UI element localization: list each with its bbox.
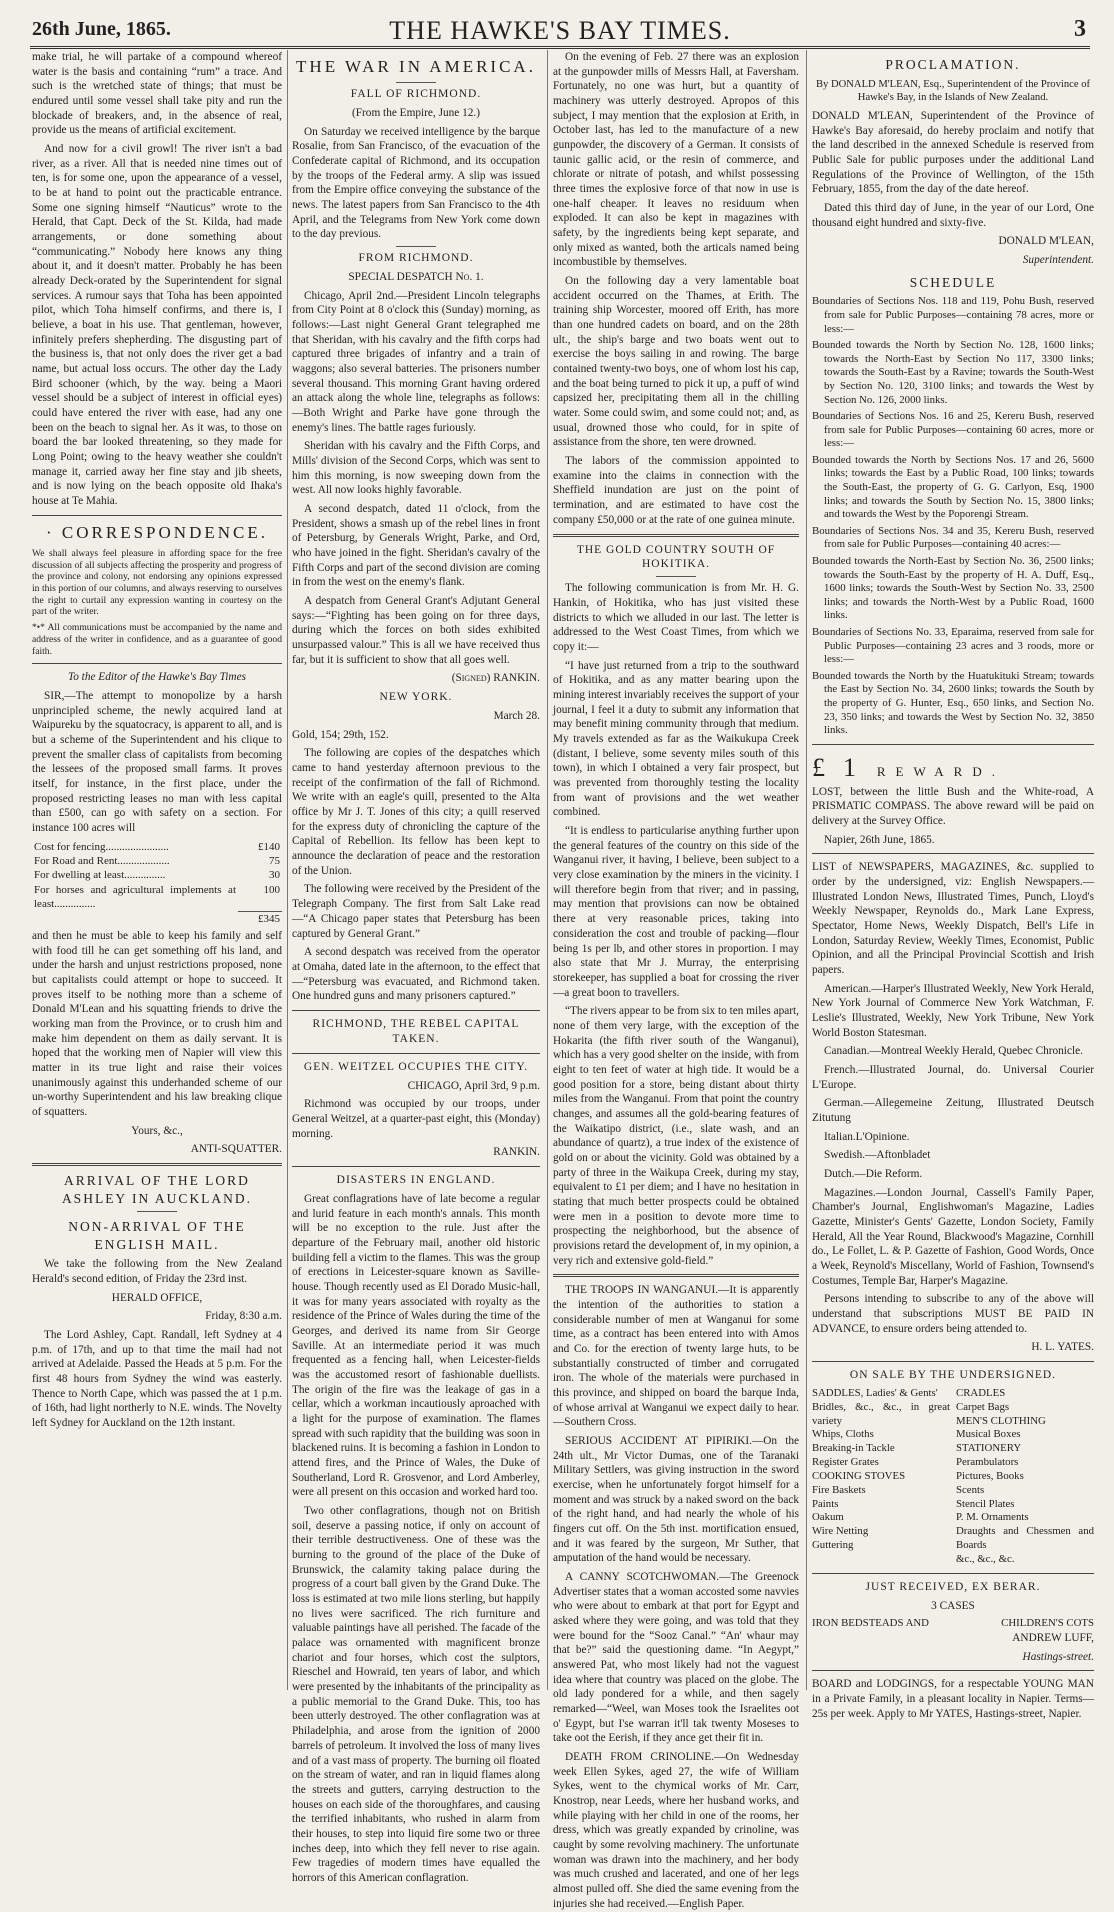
column-4 [812, 50, 1094, 1720]
article-paragraph: Sheridan with his cavalry and the Fifth Corps, and Mills' division of the Second Corps, which was sent to him this morning, is now sweeping down from the west. All now looks highly favorable. [292, 440, 540, 497]
column-rule [547, 50, 548, 1690]
cost-row [32, 854, 282, 868]
article-paragraph: On the following day a very lamentable boat accident occurred on the Thames, at Erith. The training ship Worcester, moored off Erith, has more than one hundred cadets on board, and on the 28th ult., the ship's barge and two boats went out to exercise the boys sailing in and rowing. The barge contained twenty-two boys, one of whom lost his cap, and the boat being turned to pick it up, a puff of wind capsized her, precipitating them all in the chilling water. Some could swim, and some could not; and, as usual, drowned those who could, for in spite of assistance from the shore, ten were drowned. [553, 275, 799, 449]
letter-paragraph: and then he must be able to keep his family and self with food till he can get something off his land, and under the harsh and unjust restrictions proposed, none but capitalists could attempt or hope to succeed. It proves itself to be nothing more than a scheme of Donald M'Lean and his squatting friends to drive the working man from the Province, or to crush him and make him dependent on them as daily servant. It is hoped that the working men of Napier will view this matter in its true light and raise their voices unanimously against this underhanded scheme of our un-worthy Superintendent and his law breaking clique of squatters. [32, 929, 282, 1118]
disasters-heading: DISASTERS IN ENGLAND. [336, 1174, 496, 1187]
editorial-notice-2: *•* All communications must be accompanied by the name and address of the writer in confidence, and as a guarantee of good faith. [32, 622, 282, 657]
luff-name: ANDREW LUFF, [1012, 1631, 1094, 1644]
letter-paragraph: And now for a civil growl! The river isn't a bad river, as a river. All that is needed nine times out of ten, is for some one, upon the appearance of a vessel, to be at hand to point out the practicable entrance. Some one signing himself “Nauticus” wrote to the Herald, that Capt. Deck of the St. Kilda, had made arrangements, or done something about “communicating.” Nobody here knows any thing about it, and it doesn't matter. Probably he has been already Deck-orated by the Superintendent for signal services. A rumour says that Toha has been appointed pilot, which Toha himself confirms, and there is, I believe, a boat in his use. That gentleman, however, infinitely prefers shepherding. The disgusting part of the business is, that not only does the river get a bad name, but actual loss occurs. The other day the Lady Bird schooner (which, by the way. being a Maori vessel should be a subject of interest in official eyes) could have entered the river with ease, had any one been on the beach to signal her. As it was, to those on board the bar looked threatening, so they made for Long Point; owing to the heavy weather she couldn't manage it, carried away her fine stay and jib sheets, and is now lying on the beach opposite old Ihaka's house at Te Mahia. [32, 143, 282, 508]
signed-line: RANKIN. [493, 1146, 540, 1159]
gold-price: Gold, 154; 29th, 152. [292, 728, 389, 741]
sale-list-left [812, 1387, 950, 1567]
schedule-list [812, 295, 1094, 737]
news-item: A CANNY SCOTCHWOMAN.—The Greenock Advertiser states that a woman accosted some navvies who were about to embark at that port for Egypt and asked where they were going, and was told that they were bound for the “Sooz Canal.” “An' whaur may that be?” said the questioning dame. “In Aegypt,” answered Pat, who most likely had not the vaguest idea where that country was placed on the globe. The old lady pondered for a while, and then sagely remarked—“Weel, wan Moses took the Israelites oot o' Egypt, but I'se warran it'll tak twenty Moseses to take oot the Eerish, if they ance get their fit in. [553, 1571, 799, 1745]
newspaper-list-item: Persons intending to subscribe to any of the above will understand that subscriptions MUST BE PAID IN ADVANCE, to ensure orders being attended to. [812, 1293, 1094, 1335]
divider [812, 1573, 1094, 1574]
cost-value: 75 [269, 854, 280, 867]
divider [32, 515, 282, 516]
war-heading: THE WAR IN AMERICA. [296, 57, 536, 76]
sale-item: Bridles, &c., &c., in great variety [812, 1400, 950, 1427]
divider [812, 853, 1094, 854]
article-paragraph: “It is endless to particularise anything further upon the general features of the country on this side of the Wanganui river, it having, I believe, been subject to a very close examination by the miners in the vicinity. I will therefore begin from that river; and in passing, may mention that provisions can now be obtained there at very reasonable prices, taking into consideration the cost and trouble of packing—flour being 1s per lb, and other stores in proportion. I may also state that Mr J. Murray, the enterprising storekeeper, has supplied a boat for crossing the river—a great boon to travellers. [553, 825, 799, 999]
divider [812, 1670, 1094, 1671]
newspaper-list-item: American.—Harper's Illustrated Weekly, New York Herald, New York Journal of Commerce New York Watchman, F. Leslie's Illustrated, Weekly, New York Tribune, New York World Boston Statesman. [812, 982, 1094, 1039]
cost-item: For Road and Rent................... [34, 854, 170, 867]
article-paragraph: “The rivers appear to be from six to ten miles apart, none of them very large, with the exception of the Hokarita (the fifth river south of the Wanganui), which has a very good shelter on the inside, with from eight to ten feet of water at high tide. It would be a good position for a store, being distant about thirty miles from the Wanganui. From that point the country changes, and assumes all the gold-bearing features of the Waikatipo district, (i.e., slate wash, and an abundance of quartz), a true index of the existence of gold on or about the vicinity. Gold was obtained by a party of three in the Waikupa Creek, during my stay, equivalent to £1 per diem; and I have no hesitation in stating that much better prospects could be obtained were men in a position to devote more time to prospecting the neighborhood, but the absence of provisions retard the development of, in my opinion, a very rich and extensive gold-field.” [553, 1005, 799, 1267]
divider [292, 1053, 540, 1054]
article-paragraph: On Saturday we received intelligence by the barque Rosalie, from San Francisco, of the evacuation of the Confederate capital of Richmond, and its occupation by the troops of the Federal army. A slip was issued from the Empire office conveying the substance of the news. The latest papers from San Francisco to the 4th April, and the Telegrams from New York come down to the day previous. [292, 125, 540, 241]
divider [396, 246, 436, 247]
reward-text: LOST, between the little Bush and the White-road, A PRISMATIC COMPASS. The above reward will be paid on delivery at the Survey Office. [812, 785, 1094, 827]
news-item: SERIOUS ACCIDENT AT PIPIRIKI.—On the 24th ult., Mr Victor Dumas, one of the Taranaki Military Settlers, was giving instruction in the sword exercise, when he unfortunately forgot himself for a moment and was struck by a naked sword on the back of the right hand, and had nearly the whole of his fingers cut off. On the 5th inst. mortification ensued, and it was feared by the surgeon, Mr Suther, that amputation of the hand would be necessary. [553, 1435, 799, 1565]
divider [812, 744, 1094, 745]
sale-item: STATIONERY [956, 1442, 1022, 1455]
board-lodging-ad: BOARD and LODGINGS, for a respectable YOUNG MAN in a Private Family, in a pleasant locality in Napier. Terms—25s per week. Apply to Mr YATES, Hastings-street, Napier. [812, 1678, 1094, 1720]
divider [812, 1361, 1094, 1362]
cost-row [32, 868, 282, 882]
sale-item: Draughts and Chessmen and Boards [956, 1525, 1094, 1551]
page-number: 3 [1074, 16, 1086, 42]
iron-left: IRON BEDSTEADS AND [812, 1617, 929, 1630]
proclamation-signature: DONALD M'LEAN, [998, 235, 1094, 248]
article-paragraph: Two other conflagrations, though not on British soil, deserve a passing notice, if only on account of their terrible destructiveness. One of these was the burning to the ground of the place of the Duke of Brunswick, the calamity taking palace during the progress of a court ball given by the Grand Duke. The loss is estimated at two mile lions sterling, but happily no lives were sacrificed. The rich furniture and valuable paintings have all perished. The facade of the palace was ornamented with magnificent bronze chariot and four horses, which cost the sulptors, Rieschel and Howraid, ten years of labor, and which were presented by the inhabitants of the principality as a public memorial to the Grand Duke. This, too has been utterly destroyed. The other conflagration was at Philadelphia, and arose from the ignition of 2000 barrels of petroleum. It involved the loss of many lives and of a vast mass of property. The burning oil floated on the stream of water, and ran in liquid flames along the streets and gutters, carrying destruction to the houses on each side of the thoroughfares, and causing the terrified inhabitants, who rushed in alarm from their houses, to step into liquid fire some two or three inches deep, into which they fell never to rise again. Few tragedies of modern times have equalled the horrors of this American conflagration. [292, 1505, 540, 1884]
sale-item: Register Grates [812, 1456, 879, 1469]
iron-line [812, 1617, 1094, 1631]
sale-item: Whips, Cloths [812, 1428, 874, 1441]
sale-item: Musical Boxes [956, 1428, 1021, 1441]
sale-item: SADDLES, Ladies' & Gents' [812, 1387, 938, 1399]
signed-line: (Signed) RANKIN. [451, 672, 540, 685]
article-paragraph: Chicago, April 2nd.—President Lincoln telegraphs from City Point at 8 o'clock this (Sunday) morning, as follows:—Last night General Grant telegraphed me that Sheridan, with his cavalry and the fifth corps had captured three brigades of infantry and a train of waggons; also several batteries. The prisoners number several thousand. This morning Grant having ordered an attack along the whole line, telegraphs as follows:—Both Wright and Parke have gone through the enemy's lines. The battle rages furiously. [292, 289, 540, 434]
newspaper-list: LIST of NEWSPAPERS, MAGAZINES, &c. supplied to order by the undersigned, viz: English Newspapers.—Illustrated London News, Illustrated Times, Punch, Lloyd's Weekly Newspaper, Reynolds do., Mark Lane Express, Spectator, Home News, Weekly Dispatch, Bell's Life in London, Saturday Review, Weekly Times, Economist, Public Opinion, and all the Principal Provincial Scottish and Irish papers. [812, 861, 1094, 976]
newspaper-list-item: Swedish.—Aftonbladet [824, 1149, 931, 1162]
sale-item: P. M. Ornaments [956, 1511, 1029, 1524]
reward-word: REWARD. [876, 763, 1005, 779]
article-paragraph: Great conflagrations have of late become a regular and lurid feature in each month's annals. This month will be no exception to the rule. Just after the departure of the February mail, another old historic building fell a victim to the flames. This was the group of erections in Leicester-square known as Saville-house. Though recently used as El Dorado Music-hall, it was for many years associated with royalty as the residence of the Prince of Wales during the time of the Georges, and derived its name from Sir George Saville. At an intermediate period it was much frequented as a fencing hall, when Leicester-fields was the accustomed resort of fashionable duellists. The origin of the fire was the leakage of gas in a cellar, which a workman incautiously aproached with a light for the purpose of examination. The flames spread with such rapidity that the building was soon in blackened ruins. It is becoming a fashion in London to attend fires, and the Prince of Wales, the Duke of Southerland, Lord R. Grosvenor, and Lord Amberley, were all present on this occasion and worked hard too. [292, 1192, 540, 1499]
yates-signature: H. L. YATES. [1031, 1341, 1094, 1354]
sale-item: Guttering [812, 1538, 854, 1551]
schedule-item: Bounded towards the North by Sections Nos. 17 and 26, 5600 links; towards the East by a Public Road, 100 links; towards the South-East, the property of G. G. Carlyon, Esq, 1900 links; and towards the South by Section No. 15, 3800 links; and towards the West by the Poporengi Stream. [812, 453, 1094, 521]
just-received-heading: JUST RECEIVED, EX BERAR. [865, 1580, 1041, 1593]
article-paragraph: The following are copies of the despatches which came to hand yesterday afternoon previous to the receipt of the confirmation of the fall of Richmond. We write with an eagle's quill, presented to the Alta office by Mr J. T. Jones of this city; a quill reserved for the express duty of chronicling the capture of the Capital of Rebellion. Its fellow has been kept to announce the declaration of peace and the restoration of the Union. [292, 747, 540, 877]
arrival-intro: We take the following from the New Zealand Herald's second edition, of Friday the 23rd inst. [32, 1258, 282, 1285]
cost-row [32, 840, 282, 854]
article-paragraph: A second despatch, dated 11 o'clock, from the President, shows a smash up of the rebel lines in front of Petersburg, by Generals Wright, Parke, and Ord, who have joined in the fight. Sheridan's cavalry of the Fifth Corps and part of the second division are coming in from the west on the enemy's flank. [292, 503, 540, 589]
sale-item: Stencil Plates [956, 1497, 1015, 1510]
newspaper-list-item: French.—Illustrated Journal, do. Universal Courier L'Europe. [812, 1063, 1094, 1091]
newspaper-list-item: Dutch.—Die Reform. [824, 1168, 923, 1180]
newspaper-list-item: Canadian.—Montreal Weekly Herald, Quebec Chronicle. [824, 1045, 1083, 1058]
cost-table [32, 840, 282, 926]
article-paragraph: The following were received by the President of the Telegraph Company. The first from Salt Lake read—“A Chicago paper states that Petersburg has been captured by General Grant.” [292, 883, 540, 940]
sale-item: Carpet Bags [956, 1400, 1010, 1413]
sale-item: Scents [956, 1483, 985, 1496]
sale-item: Fire Baskets [812, 1483, 866, 1496]
news-item: THE TROOPS IN WANGANUI.—It is apparently the intention of the authorities to station a considerable number of men at Wanganui for some time, as a contract has been entered into with Amos and Co. for the erection of twenty large huts, to be substantially constructed of timber and corrugated iron. The whole of the materials were purchased in this province, and shipped on board the barque Inda, of whose arrival at Wanganui we expect daily to hear.—Southern Cross. [553, 1284, 799, 1429]
cost-value: 100 [263, 883, 280, 896]
cost-item: For dwelling at least............... [34, 869, 166, 882]
new-york-heading: NEW YORK. [379, 691, 453, 704]
article-paragraph: A second despatch was received from the operator at Omaha, dated late in the afternoon, to the effect that—“Petersburg was evacuated, and Richmond taken. One hundred guns and many prisoners captured.” [292, 946, 540, 1003]
cost-item: Cost for fencing....................... [34, 840, 169, 853]
sale-item: MEN'S CLOTHING [956, 1414, 1046, 1427]
schedule-item: Bounded towards the North by Section No. 128, 1600 links; towards the North-East by Section No 117, 3300 links; towards the South-East by a Ravine; towards the South-West by Section No. 120, 3100 links; and towards the West by Section No. 126, 2000 links. [812, 339, 1094, 406]
source-line: (From the Empire, June 12.) [351, 107, 480, 120]
divider [292, 1166, 540, 1167]
newspaper-list-item: Italian.L'Opinione. [824, 1130, 910, 1143]
column-2 [292, 50, 540, 1884]
sale-item: &c., &c., &c. [956, 1552, 1015, 1565]
proclamation-title: Superintendent. [1022, 254, 1094, 267]
sale-list-right [956, 1387, 1094, 1567]
divider [32, 1163, 282, 1166]
schedule-item: Boundaries of Sections No. 33, Eparaima, reserved from sale for Public Purposes—containing 23 acres and 3 roods, more or less:— [812, 626, 1094, 666]
reward-heading [812, 751, 1094, 785]
schedule-item: Bounded towards the North-East by Section No. 36, 2500 links; towards the South-East by the property of H. A. Duff, Esq., 1600 links; towards the South-West by Section No. 33, 2500 links; and towards the North-West by a Public Road, 1600 links. [812, 555, 1094, 622]
dateline: March 28. [493, 710, 540, 723]
to-editor-line: To the Editor of the Hawke's Bay Times [67, 671, 247, 684]
gold-country-heading: THE GOLD COUNTRY SOUTH OF HOKITIKA. [576, 543, 776, 571]
news-item: DEATH FROM CRINOLINE.—On Wednesday week Ellen Sykes, aged 27, the wife of William Sykes, went to the chymical works of Mr. Carr, Knostrop, near Leeds, where her husband works, and while playing with her child in one of the rooms, her dress, which was greatly expanded by crinoline, was caught by some revolving machinery. The unfortunate woman was drawn into the machinery, and her body was much crushed and lacerated, and one of her legs almost pulled off. She died the same evening from the injuries she had received.—English Paper. [553, 1751, 799, 1910]
letter-paragraph: SIR,—The attempt to monopolize by a harsh unprincipled scheme, the newly acquired land at Waipureku by the squatocracy, is apparent to all, and is but a scheme of the Superintendent and his clique to prevent the smaller class of capitalists from becoming the lessees of the proposed small farms. It proves itself, for instance, in the first place, under the proposed restricting leases no man with less capital than £500, can go with safety on a section. For instance 100 acres will [32, 689, 282, 834]
letter-signoff: Yours, &c., [131, 1124, 183, 1137]
weitzel-heading: GEN. WEITZEL OCCUPIES THE CITY. [303, 1060, 529, 1073]
sale-item: Wire Netting [812, 1525, 869, 1538]
masthead [30, 10, 1090, 49]
article-paragraph: Richmond was occupied by our troops, under General Weitzel, at a quarter-past eight, this (Monday) morning. [292, 1098, 540, 1140]
cost-total: £345 [238, 911, 282, 926]
proclamation-dated: Dated this third day of June, in the year of our Lord, One thousand eight hundred and sixty-five. [812, 202, 1094, 229]
nonarrival-heading: NON-ARRIVAL OF THE ENGLISH MAIL. [68, 1219, 246, 1252]
sale-item: COOKING STOVES [812, 1469, 906, 1482]
sale-list [812, 1387, 1094, 1567]
newspaper-list-item: Magazines.—London Journal, Cassell's Family Paper, Chamber's Journal, Englishwoman's Magazine, Ladies Gazette, Minister's Gents' Gazette, London Society, Family Herald, All the Year Round, Blackwood's Magazine, Cornhill do., Le Follet, L. & P. Gazette of Fashion, Good Words, Once a Week, Reynold's Miscellany, World of Fashion, Townsend's Costumes, Temple Bar, Harper's Magazine. [812, 1186, 1094, 1287]
article-paragraph: The following communication is from Mr. H. G. Hankin, of Hokitika, who has just visited these districts to which we alluded in our last. The letter is addressed to the West Coast Times, from which we copy it:— [553, 582, 799, 654]
column-3 [553, 50, 799, 1910]
article-paragraph: On the evening of Feb. 27 there was an explosion at the gunpowder mills of Messrs Hall, at Faversham. Fortunately, no one was hurt, but a quantity of machinery was utterly destroyed. Apropos of this subject, I may mention that the explosion at Erith, in October last, has led to the manufacture of a new gunpowder, the discovery of a German. It consists of taunic gallic acid, or the resin of commerce, and chlorate or nitrate of potash, and whilst possessing three times the explosive force of that now in use is one-half cheaper. It leaves no residuum when exploded. It can also be kept in magazines with safety, by the ingredients being kept separate, and only mixed as wanted, both the articals named being incombustible by themselves. [553, 51, 799, 269]
cases-line: 3 CASES [931, 1599, 975, 1612]
cost-value: £140 [258, 840, 280, 853]
arrival-heading: ARRIVAL OF THE LORD ASHLEY IN AUCKLAND. [61, 1173, 253, 1206]
proclamation-text: DONALD M'LEAN, Superintendent of the Province of Hawke's Bay aforesaid, do hereby proclaim and notify that the land described in the annexed Schedule is reserved from Public Sale for public purposes under the additional Land Regulations of the Province of Wellington, of the 15th February, 1855, from the day of the date hereof. [812, 110, 1094, 196]
dateline: CHICAGO, April 3rd, 9 p.m. [407, 1079, 540, 1092]
herald-office: HERALD OFFICE, [111, 1291, 203, 1304]
from-richmond-heading: FROM RICHMOND. [358, 252, 474, 265]
schedule-item: Boundaries of Sections Nos. 16 and 25, Kereru Bush, reserved from sale for Public Purposes—containing 60 acres, more or less:— [812, 410, 1094, 450]
cost-item: For horses and agricultural implements at least............... [34, 883, 236, 910]
divider [137, 1211, 177, 1212]
editorial-notice: We shall always feel pleasure in affording space for the free discussion of all subjects affecting the prosperity and progress of the province and colony, not endorsing any opinions expressed in this portion of our columns, and always reserving to ourselves the right to curtail any expression wanting in courtesy on the part of the writer. [32, 547, 282, 618]
herald-date: Friday, 8:30 a.m. [205, 1310, 282, 1323]
letter-paragraph: make trial, he will partake of a compound whereof water is the basis and containing “rum” a trace. And such is the wretched state of things; that must be endured until some vessel shall take pity and run the blockade of breakers, and, in the absence of real, provide us the means of artificial excitement. [32, 51, 282, 137]
divider [656, 576, 696, 577]
column-rule [806, 50, 807, 1690]
article-paragraph: “I have just returned from a trip to the southward of Hokitika, and as any matter bearing upon the mining interest invariably receives the support of your journal, I feel it a duty to submit any information that may benefit mining community through that medium. My travels extended as far as the Waikukupa Creek (distant, I believe, some seventy miles south of this town), in which I obtained a very fair prospect, but was prevented from thoroughly testing the locality from want of provisions and the wet weather combined. [553, 659, 799, 819]
rebel-capital-heading: RICHMOND, THE REBEL CAPITAL TAKEN. [312, 1017, 520, 1045]
masthead-title: THE HAWKE'S BAY TIMES. [389, 16, 731, 45]
sale-item: Perambulators [956, 1456, 1019, 1469]
sale-item: Breaking-in Tackle [812, 1442, 895, 1455]
divider [292, 1010, 540, 1011]
masthead-date: 26th June, 1865. [32, 18, 171, 40]
sale-item: Paints [812, 1497, 839, 1510]
article-paragraph: The labors of the commission appointed to examine into the claims in connection with the Sheffield inundation are just on the point of termination, and are estimated to have cost the company £50,000 or at the rate of one guinea minute. [553, 455, 799, 526]
iron-right: CHILDREN'S COTS [1001, 1617, 1094, 1630]
reward-amount: £1 [812, 752, 874, 782]
article-paragraph: A despatch from General Grant's Adjutant General says:—“Fighting has been going on for three days, during which the forces on both sides exhibited unsurpassed valour.” This is all we have received thus far, but it is sufficient to show that all goes well. [292, 595, 540, 666]
arrival-text: The Lord Ashley, Capt. Randall, left Sydney at 4 p.m. of 17th, and up to that time the mail had not arrived at Adelaide. Passed the Heads at 5 p.m. For the first 48 hours from Sydney the wind was easterly. Thence to North Cape, which was passed the at 1 p.m. of 16th, had light northerly to N.E. winds. The Novelty left Sydney for Auckland on the 12th instant. [32, 1328, 282, 1429]
divider [396, 82, 436, 83]
fall-heading: FALL OF RICHMOND. [350, 88, 482, 101]
column-rule [287, 50, 288, 1690]
sale-item: CRADLES [956, 1387, 1006, 1399]
sale-item: Pictures, Books [956, 1469, 1024, 1482]
special-despatch: SPECIAL DESPATCH No. 1. [348, 271, 484, 284]
schedule-item: Bounded towards the North by the Huatukituki Stream; towards the East by Section No. 34, 2600 links; towards the South by the property of G. Hunter, Esq., 650 links, and Section No. 23, 350 links; and towards the West by Section No. 32, 3850 links. [812, 669, 1094, 737]
cost-row [32, 883, 282, 912]
schedule-item: Boundaries of Sections Nos. 34 and 35, Kereru Bush, reserved from sale for Public Purposes—containing 40 acres:— [812, 524, 1094, 551]
on-sale-heading: ON SALE BY THE UNDERSIGNED. [849, 1369, 1057, 1382]
divider [553, 534, 799, 537]
sale-item: Oakum [812, 1511, 844, 1524]
newspaper-list-item: German.—Allegemeine Zeitung, Illustrated Deutsch Zitutung [812, 1097, 1094, 1124]
divider [553, 1274, 799, 1277]
schedule-item: Boundaries of Sections Nos. 118 and 119, Pohu Bush, reserved from sale for Public Purposes—containing 78 acres, more or less:— [812, 295, 1094, 335]
column-1 [32, 50, 282, 1690]
schedule-heading: SCHEDULE [909, 274, 997, 290]
letter-signature: ANTI-SQUATTER. [190, 1143, 282, 1156]
cost-total-row [32, 911, 282, 926]
reward-date: Napier, 26th June, 1865. [824, 833, 935, 846]
cost-value: 30 [269, 869, 280, 882]
correspondence-heading: · CORRESPONDENCE. [46, 522, 268, 542]
proclamation-by: By DONALD M'LEAN, Esq., Superintendent of the Province of Hawke's Bay, in the Islands of New Zealand. [815, 78, 1091, 104]
proclamation-heading: PROCLAMATION. [885, 57, 1021, 72]
divider [32, 663, 282, 664]
luff-address: Hastings-street. [1022, 1650, 1094, 1663]
